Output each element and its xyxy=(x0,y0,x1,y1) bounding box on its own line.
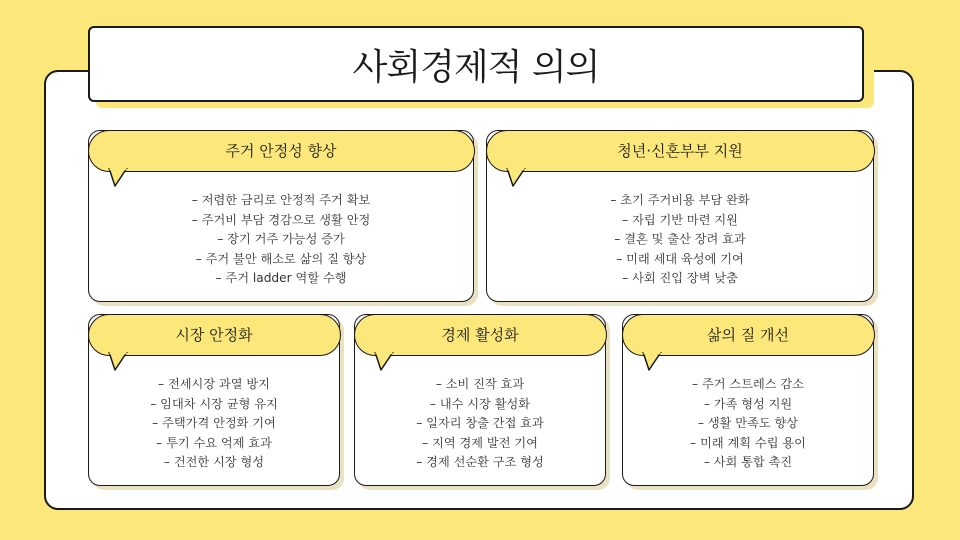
list-item: – 결혼 및 출산 장려 효과 xyxy=(614,232,746,246)
card-header xyxy=(486,130,875,172)
list-item: – 사회 진입 장벽 낮춤 xyxy=(622,271,738,285)
card-heading: 경제 활성화 xyxy=(441,326,519,344)
list-item: – 생활 만족도 향상 xyxy=(697,416,799,430)
card-economic-revitalization xyxy=(354,314,606,486)
list-item: – 전세시장 과열 방지 xyxy=(158,377,270,391)
card-header xyxy=(354,314,607,356)
list-item: – 주거 ladder 역할 수행 xyxy=(215,271,347,285)
list-item: – 저렴한 금리로 안정적 주거 확보 xyxy=(191,193,371,207)
list-item: – 가족 형성 지원 xyxy=(703,396,793,411)
list-item: – 주택가격 안정화 기여 xyxy=(152,416,276,430)
card-header xyxy=(88,314,341,356)
list-item: – 미래 계획 수립 용이 xyxy=(690,435,806,450)
card-body xyxy=(89,191,473,293)
list-item: – 건전한 시장 형성 xyxy=(163,455,265,469)
card-market-stabilization xyxy=(88,314,340,486)
list-item: – 내수 시장 활성화 xyxy=(429,396,531,411)
card-heading: 청년·신혼부부 지원 xyxy=(617,142,743,160)
list-item: – 소비 진작 효과 xyxy=(435,377,525,391)
speech-tail-icon xyxy=(107,352,129,372)
list-item: – 미래 세대 육성에 기여 xyxy=(616,251,744,266)
list-item: – 투기 수요 억제 효과 xyxy=(156,435,272,450)
card-heading: 시장 안정화 xyxy=(175,326,253,344)
list-item: – 자립 기반 마련 지원 xyxy=(622,212,738,227)
card-heading: 주거 안정성 향상 xyxy=(225,142,337,160)
list-item: – 경제 선순환 구조 형성 xyxy=(416,455,544,469)
list-item: – 사회 통합 촉진 xyxy=(703,455,793,469)
card-housing-stability xyxy=(88,130,474,302)
page-title: 사회경제적 의의 xyxy=(352,46,600,88)
card-body xyxy=(89,375,339,477)
speech-tail-icon xyxy=(641,352,663,372)
card-quality-of-life xyxy=(622,314,874,486)
card-body xyxy=(623,375,873,477)
list-item: – 주거 불안 해소로 삶의 질 향상 xyxy=(195,251,367,266)
speech-tail-icon xyxy=(373,352,395,372)
card-youth-newlywed-support xyxy=(486,130,874,302)
title-box xyxy=(88,26,864,102)
list-item: – 초기 주거비용 부담 완화 xyxy=(610,193,750,207)
list-item: – 일자리 창출 간접 효과 xyxy=(416,416,544,430)
card-heading: 삶의 질 개선 xyxy=(707,326,789,344)
list-item: – 지역 경제 발전 기여 xyxy=(422,435,538,450)
card-body xyxy=(355,375,605,477)
card-header xyxy=(88,130,475,172)
card-body xyxy=(487,191,873,293)
list-item: – 주거비 부담 경감으로 생활 안정 xyxy=(191,212,371,227)
card-header xyxy=(622,314,875,356)
list-item: – 주거 스트레스 감소 xyxy=(692,377,804,391)
speech-tail-icon xyxy=(107,168,129,188)
list-item: – 임대차 시장 균형 유지 xyxy=(150,396,278,411)
list-item: – 장기 거주 가능성 증가 xyxy=(217,232,345,246)
speech-tail-icon xyxy=(505,168,527,188)
